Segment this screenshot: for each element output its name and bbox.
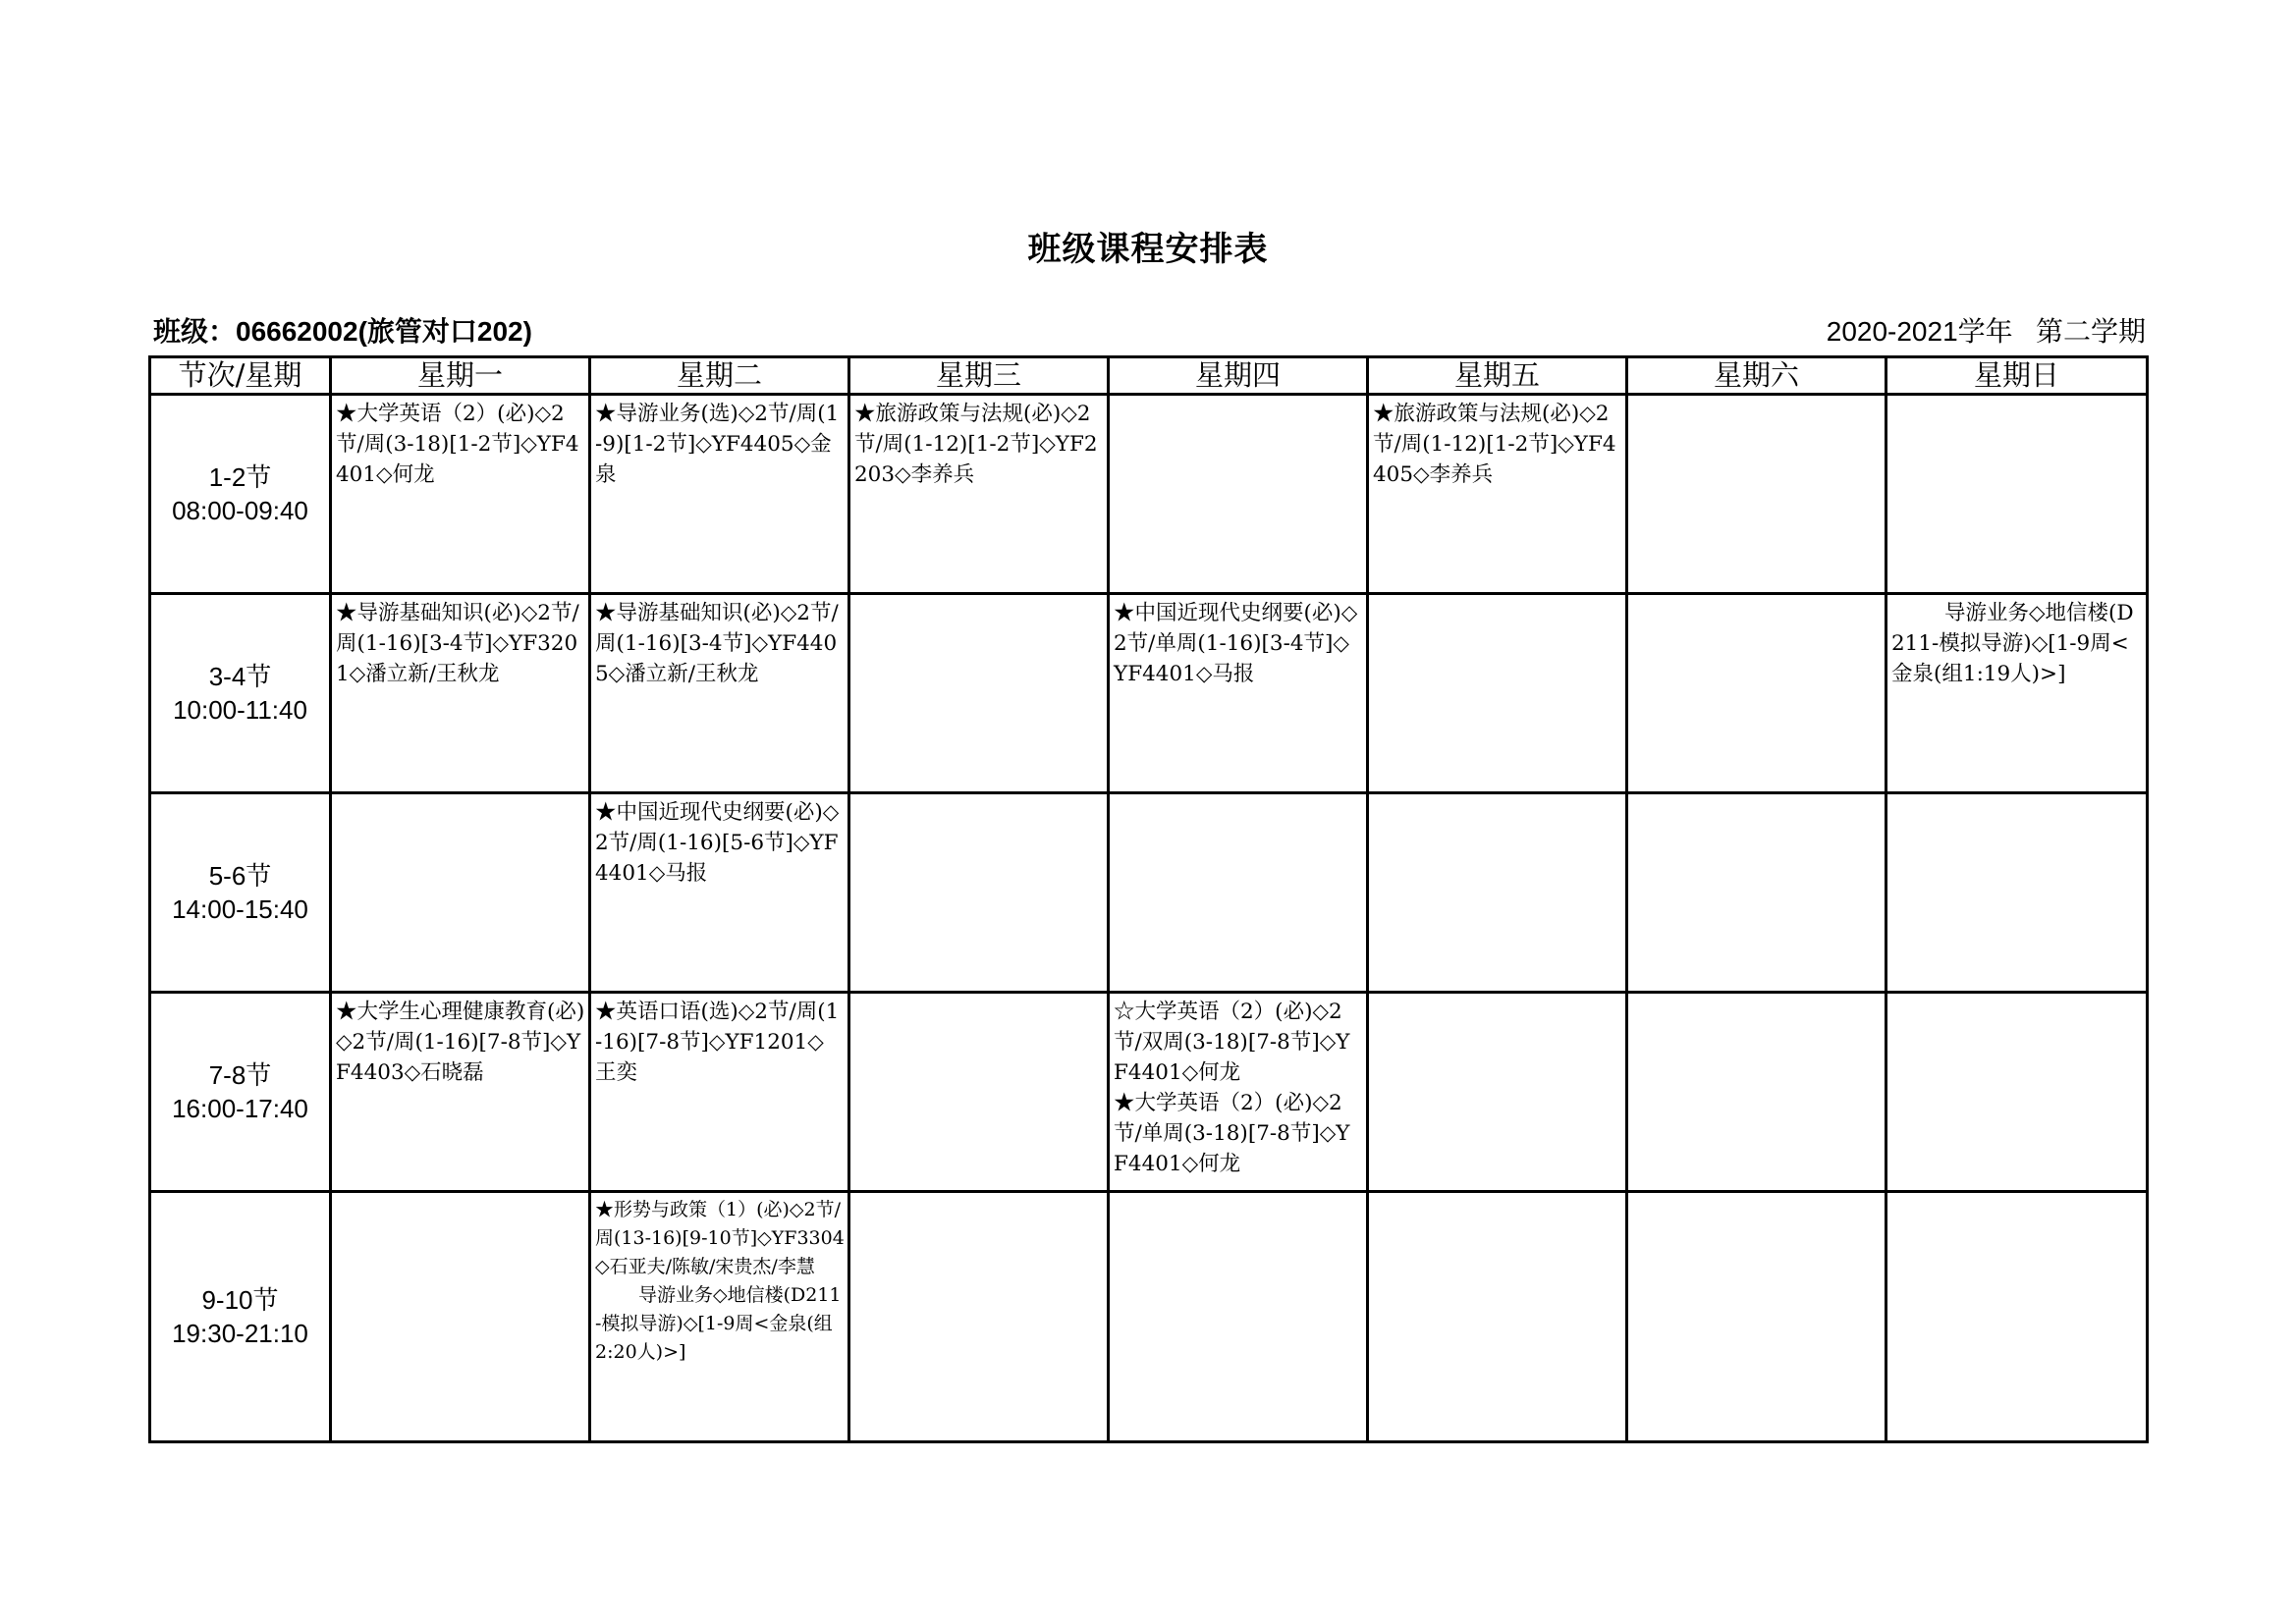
header-sunday: 星期日	[1886, 357, 2148, 395]
course-entry	[1628, 994, 1885, 997]
course-entry	[1369, 994, 1625, 997]
course-entry-list	[1110, 994, 1366, 1179]
course-entry	[1369, 595, 1625, 598]
period-cell	[150, 594, 331, 793]
course-cell	[1109, 1192, 1368, 1442]
page-title: 班级课程安排表	[1027, 230, 1269, 269]
course-entry: ★中国近现代史纲要(必)◇2节/周(1-16)[5-6节]◇YF4401◇马报	[595, 800, 840, 886]
course-entry	[1887, 1193, 2146, 1196]
course-cell	[331, 594, 590, 793]
course-entry	[1110, 396, 1366, 399]
header-saturday: 星期六	[1627, 357, 1886, 395]
course-entry: ★旅游政策与法规(必)◇2节/周(1-12)[1-2节]◇YF4405◇李养兵	[1373, 402, 1616, 487]
course-cell	[849, 395, 1109, 594]
table-row	[150, 793, 2148, 993]
course-cell	[331, 993, 590, 1192]
course-cell	[1109, 395, 1368, 594]
term-label: 2020-2021学年 第二学期	[1826, 316, 2146, 347]
course-entry: ★大学生心理健康教育(必)◇2节/周(1-16)[7-8节]◇YF4403◇石晓磊	[336, 1000, 585, 1085]
course-cell	[849, 594, 1109, 793]
course-entry	[1628, 595, 1885, 598]
course-entry	[850, 794, 1107, 797]
header-tuesday: 星期二	[590, 357, 849, 395]
course-cell	[590, 793, 849, 993]
course-cell	[590, 395, 849, 594]
course-cell	[331, 793, 590, 993]
period-cell	[150, 793, 331, 993]
period-time: 08:00-09:40	[172, 496, 308, 525]
course-entry	[850, 1193, 1107, 1196]
course-entry: ★导游基础知识(必)◇2节/周(1-16)[3-4节]◇YF3201◇潘立新/王秋龙	[336, 601, 579, 686]
course-cell	[590, 993, 849, 1192]
course-cell	[1627, 594, 1886, 793]
period-time: 16:00-17:40	[172, 1094, 308, 1123]
course-entry	[1887, 994, 2146, 997]
header-row	[150, 357, 2148, 395]
course-entry: ★中国近现代史纲要(必)◇2节/单周(1-16)[3-4节]◇YF4401◇马报	[1114, 601, 1358, 686]
course-entry: ★大学英语（2）(必)◇2节/周(3-18)[1-2节]◇YF4401◇何龙	[336, 402, 579, 487]
course-cell	[1109, 594, 1368, 793]
course-cell	[849, 993, 1109, 1192]
period-cell	[150, 1192, 331, 1442]
course-entry	[1110, 1193, 1366, 1196]
course-entry	[332, 794, 588, 797]
course-entry	[1628, 794, 1885, 797]
course-cell	[1368, 1192, 1627, 1442]
course-cell	[1886, 395, 2148, 594]
table-row	[150, 395, 2148, 594]
course-cell	[331, 1192, 590, 1442]
course-entry	[1887, 794, 2146, 797]
header-thursday: 星期四	[1109, 357, 1368, 395]
course-entry	[1628, 1193, 1885, 1196]
course-entry: 导游业务◇地信楼(D211-模拟导游)◇[1-9周<金泉(组1:19人)>]	[1891, 601, 2134, 686]
course-entry: ★导游基础知识(必)◇2节/周(1-16)[3-4节]◇YF4405◇潘立新/王秋龙	[595, 601, 839, 686]
course-entry	[1887, 396, 2146, 399]
course-entry: ★英语口语(选)◇2节/周(1-16)[7-8节]◇YF1201◇王奕	[595, 1000, 840, 1085]
class-label: 班级：06662002(旅管对口202)	[153, 316, 532, 347]
period-time: 10:00-11:40	[173, 695, 307, 725]
course-cell	[1886, 1192, 2148, 1442]
course-entry: 导游业务◇地信楼(D211-模拟导游)◇[1-9周<金泉(组2:20人)>]	[595, 1284, 842, 1363]
course-cell	[1368, 594, 1627, 793]
course-cell	[1886, 594, 2148, 793]
period-time: 14:00-15:40	[172, 894, 308, 924]
period-label: 9-10节	[201, 1285, 279, 1315]
header-wednesday: 星期三	[849, 357, 1109, 395]
course-cell	[1627, 1192, 1886, 1442]
course-cell	[849, 1192, 1109, 1442]
table-row	[150, 993, 2148, 1192]
course-entry	[1628, 396, 1885, 399]
course-entry-list	[591, 1193, 847, 1367]
course-entry	[850, 595, 1107, 598]
course-entry	[1369, 794, 1625, 797]
course-cell	[1109, 793, 1368, 993]
period-label: 7-8节	[208, 1060, 272, 1090]
course-cell	[1627, 395, 1886, 594]
schedule-table	[148, 355, 2149, 1443]
course-cell	[1886, 793, 2148, 993]
period-cell	[150, 993, 331, 1192]
period-label: 1-2节	[208, 462, 272, 492]
table-row	[150, 594, 2148, 793]
header-period-day: 节次/星期	[150, 357, 331, 395]
course-entry: ★导游业务(选)◇2节/周(1-9)[1-2节]◇YF4405◇金泉	[595, 402, 840, 487]
period-label: 5-6节	[208, 861, 272, 891]
course-cell	[1368, 793, 1627, 993]
course-entry	[1110, 794, 1366, 797]
course-cell	[1627, 793, 1886, 993]
table-row	[150, 1192, 2148, 1442]
course-entry	[332, 1193, 588, 1196]
course-cell	[1886, 993, 2148, 1192]
course-entry: ★旅游政策与法规(必)◇2节/周(1-12)[1-2节]◇YF2203◇李养兵	[854, 402, 1098, 487]
period-label: 3-4节	[208, 662, 272, 691]
course-cell	[849, 793, 1109, 993]
course-cell	[590, 594, 849, 793]
header-monday: 星期一	[331, 357, 590, 395]
course-entry	[850, 994, 1107, 997]
course-entry: ☆大学英语（2）(必)◇2节/双周(3-18)[7-8节]◇YF4401◇何龙	[1114, 1000, 1350, 1085]
course-cell	[1109, 993, 1368, 1192]
course-cell	[1627, 993, 1886, 1192]
course-cell	[331, 395, 590, 594]
course-entry: ★大学英语（2）(必)◇2节/单周(3-18)[7-8节]◇YF4401◇何龙	[1114, 1091, 1350, 1176]
course-entry: ★形势与政策（1）(必)◇2节/周(13-16)[9-10节]◇YF3304◇石亚夫/陈敏/宋贵杰/李慧	[595, 1199, 845, 1277]
course-cell	[1368, 993, 1627, 1192]
period-time: 19:30-21:10	[172, 1319, 308, 1348]
period-cell	[150, 395, 331, 594]
course-cell	[1368, 395, 1627, 594]
course-entry	[1369, 1193, 1625, 1196]
course-cell	[590, 1192, 849, 1442]
header-friday: 星期五	[1368, 357, 1627, 395]
